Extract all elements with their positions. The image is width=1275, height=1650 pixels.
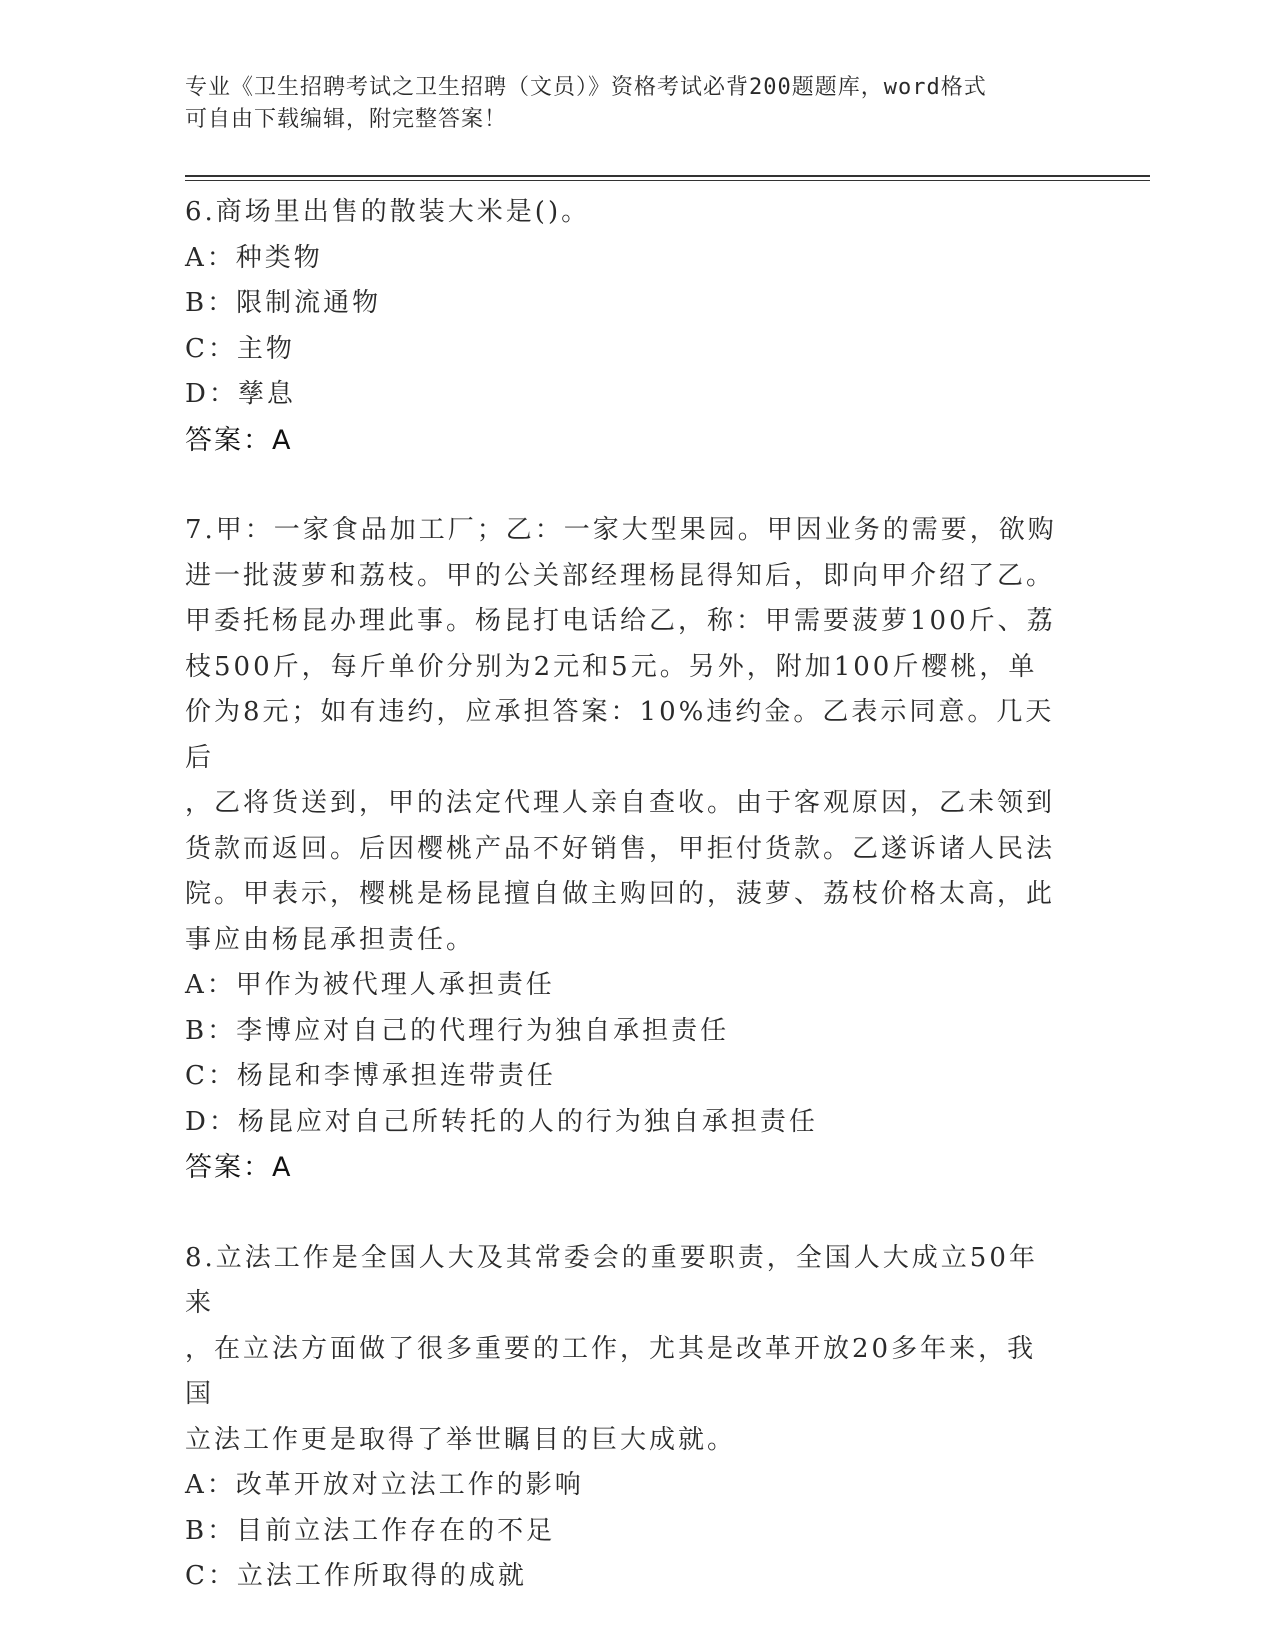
question-text-line: 立法工作更是取得了举世瞩目的巨大成就。 <box>185 1424 737 1455</box>
question-text-line: 甲委托杨昆办理此事。杨昆打电话给乙，称：甲需要菠萝100斤、荔 <box>185 606 1056 636</box>
question-text-line: 7.甲：一家食品加工厂；乙：一家大型果园。甲因业务的需要，欲购 <box>185 515 1057 545</box>
question-spacer <box>185 463 1065 508</box>
question-text-line: 枝500斤，每斤单价分别为2元和5元。另外，附加100斤樱桃，单 <box>185 651 1038 682</box>
header-divider-thick <box>185 175 1150 177</box>
question-text-line: 进一批菠萝和荔枝。甲的公关部经理杨昆得知后，即向甲介绍了乙。 <box>185 560 1056 591</box>
question-text-line: 货款而返回。后因樱桃产品不好销售，甲拒付货款。乙遂诉诸人民法 <box>185 833 1056 864</box>
question-text-line: 事应由杨昆承担责任。 <box>185 924 476 955</box>
question-8 <box>185 1236 1065 1600</box>
question-text-line: 价为8元；如有违约，应承担答案：10%违约金。乙表示同意。几天后 <box>185 697 1055 773</box>
option-b: B：目前立法工作存在的不足 <box>185 1515 556 1546</box>
question-6 <box>185 190 1065 463</box>
question-text-line: 8.立法工作是全国人大及其常委会的重要职责，全国人大成立50年来 <box>185 1242 1038 1318</box>
question-list <box>185 190 1065 1600</box>
option-d: D：孳息 <box>185 379 296 409</box>
question-text-line: ，乙将货送到，甲的法定代理人亲自查收。由于客观原因，乙未领到 <box>185 788 1056 818</box>
question-7 <box>185 508 1065 1191</box>
question-text-line: ，在立法方面做了很多重要的工作，尤其是改革开放20多年来，我国 <box>185 1333 1037 1409</box>
option-c: C：立法工作所取得的成就 <box>185 1561 527 1591</box>
header-divider-thin <box>185 180 1150 181</box>
answer-line: 答案：A <box>185 424 293 456</box>
question-text: 6.商场里出售的散装大米是()。 <box>185 197 591 227</box>
option-a: A：改革开放对立法工作的影响 <box>185 1470 584 1500</box>
option-a: A：种类物 <box>185 242 323 273</box>
option-b: B：限制流通物 <box>185 288 382 318</box>
question-spacer <box>185 1191 1065 1236</box>
answer-line: 答案：A <box>185 1152 293 1183</box>
header-line-2: 可自由下载编辑，附完整答案！ <box>185 107 508 132</box>
document-header <box>185 72 1065 136</box>
option-a: A：甲作为被代理人承担责任 <box>185 970 555 1000</box>
option-c: C：杨昆和李博承担连带责任 <box>185 1061 556 1091</box>
option-c: C：主物 <box>185 333 295 364</box>
question-text-line: 院。甲表示，樱桃是杨昆擅自做主购回的，菠萝、荔枝价格太高，此 <box>185 879 1056 909</box>
option-b: B：李博应对自己的代理行为独自承担责任 <box>185 1015 730 1046</box>
option-d: D：杨昆应对自己所转托的人的行为独自承担责任 <box>185 1106 818 1137</box>
header-line-1: 专业《卫生招聘考试之卫生招聘（文员）》资格考试必背200题题库，word格式 <box>185 75 987 100</box>
